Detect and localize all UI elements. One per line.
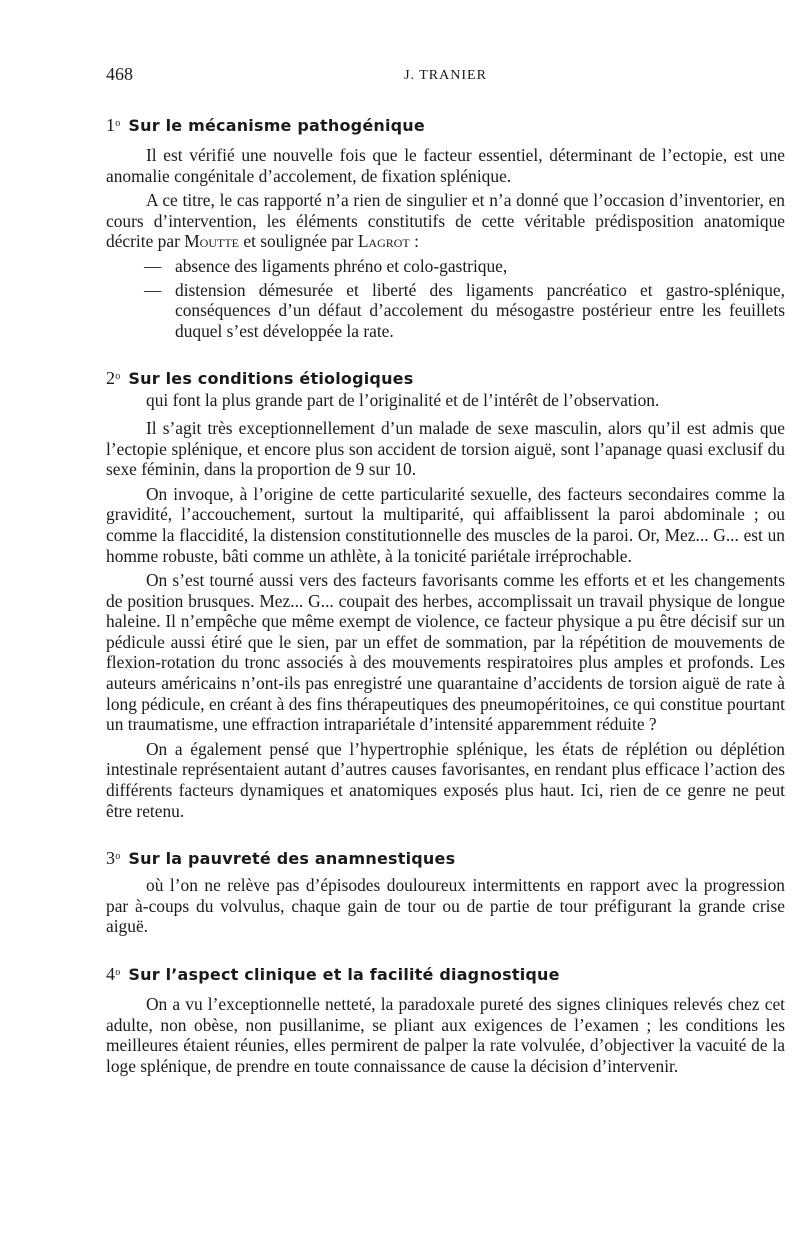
section-title: Sur l’aspect clinique et la facilité diagnostique: [128, 965, 560, 984]
paragraph: On s’est tourné aussi vers des facteurs favorisants comme les efforts et et les changements de position brusques. Mez... G... coupait des herbes, accomplissait un travail physique de longue haleine. Il n’empêche que même exempt de violence, ce facteur physique a pu être décisif sur un pédicule aussi étiré que le sien, par un effet de sommation, par la répétition de mouvements de flexion-rotation du tronc associés à des mouvements respiratoires plus amples et profonds. Les auteurs américains n’ont-ils pas enregistré une quarantaine d’accidents de torsion aiguë de rate à long pédicule, en créant à des fins thérapeutiques des pneumopéritoines, ce qui constitue pourtant un traumatisme, une effraction intrapariétale d’intensité apparemment réduite ?: [106, 570, 785, 735]
list-item: — distension démesurée et liberté des ligaments pancréatico et gastro-splénique, conséquences d’un défaut d’accolement du mésogastre postérieur entre les feuillets duquel s’est développée la rate.: [144, 279, 785, 341]
list-item: — absence des ligaments phréno et colo-gastrique,: [144, 255, 508, 276]
author-name: Moutte: [184, 231, 240, 252]
dash-mark: —: [144, 279, 162, 300]
section-heading: [106, 367, 785, 390]
paragraph: A ce titre, le cas rapporté n’a rien de singulier et n’a donné que l’occasion d’inventorier, en cours d’intervention, les éléments constitutifs de cette véritable prédisposition anatomique décrite par Moutte et soulignée par Lagrot :: [106, 190, 785, 252]
degree-mark: o: [115, 967, 121, 978]
section-heading: [106, 963, 785, 986]
section-1: [106, 114, 785, 341]
section-title: Sur la pauvreté des anamnestiques: [128, 849, 456, 869]
page: [106, 64, 785, 1076]
section-number: 1: [106, 115, 116, 135]
section-2: [106, 367, 785, 821]
dash-list: [106, 256, 785, 341]
paragraph: Il est vérifié une nouvelle fois que le facteur essentiel, déterminant de l’ectopie, est une anomalie congénitale d’accolement, de fixation splénique.: [106, 145, 785, 186]
section-heading: [106, 847, 785, 870]
section-number: 3: [106, 848, 116, 869]
author-name: Lagrot: [357, 231, 410, 252]
paragraph: Il s’agit très exceptionnellement d’un malade de sexe masculin, alors qu’il est admis que l’ectopie splénique, et encore plus son accident de torsion aiguë, sont l’apanage quasi exclusif du sexe féminin, dans la proportion de 9 sur 10.: [106, 417, 785, 480]
paragraph: On a également pensé que l’hypertrophie splénique, les états de réplétion ou déplétion intestinale représentaient autant d’autres causes favorisantes, en rendant plus efficace l’action des différents facteurs dynamiques et anatomiques exposés plus haut. Ici, rien de ce genre ne peut être retenu.: [106, 738, 785, 821]
paragraph: On a vu l’exceptionnelle netteté, la paradoxale pureté des signes cliniques relevés chez cet adulte, non obèse, non pusillanime, se pliant aux exigences de l’examen ; les conditions les meilleures étaient réunies, elles permirent de palper la rate volvulée, d’objectiver la vacuité de la loge splénique, de prendre en toute connaissance de cause la décision d’intervenir.: [106, 994, 785, 1076]
section-3: [106, 847, 785, 937]
section-number: 2: [106, 368, 116, 389]
running-head: J. TRANIER: [404, 68, 487, 83]
page-number: 468: [106, 64, 133, 84]
section-title: Sur les conditions étiologiques: [128, 369, 414, 389]
degree-mark: o: [115, 851, 121, 863]
dash-mark: —: [144, 255, 162, 276]
paragraph: qui font la plus grande part de l’originalité et de l’intérêt de l’observation.: [146, 390, 660, 411]
section-heading: [106, 114, 785, 137]
section-4: [106, 963, 785, 1076]
page-header: [106, 64, 785, 92]
section-number: 4: [106, 964, 116, 984]
paragraph: où l’on ne relève pas d’épisodes douloureux intermittents en rapport avec la progression par à-coups du volvulus, chaque gain de tour ou de partie de tour préfigurant la grande crise aiguë.: [106, 875, 785, 937]
degree-mark: o: [115, 371, 121, 383]
section-title: Sur le mécanisme pathogénique: [128, 116, 425, 135]
paragraph: On invoque, à l’origine de cette particularité sexuelle, des facteurs secondaires comme la gravidité, l’accouchement, surtout la multiparité, qui affaiblissent la paroi abdominale ; ou comme la flaccidité, la distension constitutionnelle des muscles de la paroi. Or, Mez... G... est un homme robuste, bâti comme un athlète, à la tonicité pariétale irréprochable.: [106, 483, 785, 566]
degree-mark: o: [115, 118, 121, 129]
